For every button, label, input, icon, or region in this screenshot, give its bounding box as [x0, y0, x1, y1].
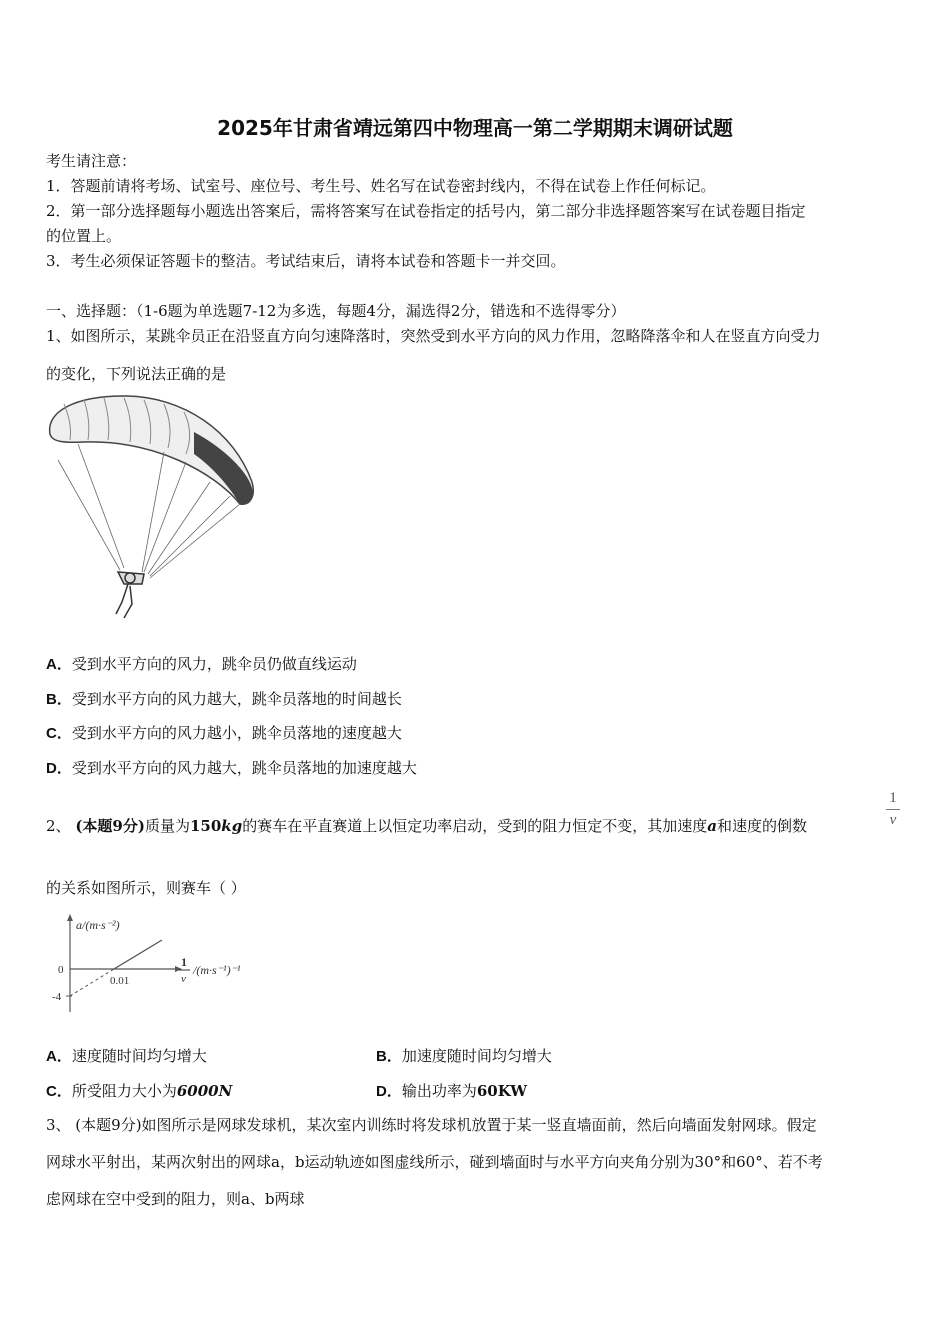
notice-item-2-cont: 的位置上。 — [46, 227, 122, 245]
page-title: 2025年甘肃省靖远第四中物理高一第二学期期末调研试题 — [217, 116, 733, 140]
y-tick-label: -4 — [52, 991, 62, 1003]
x-label-den: v — [181, 973, 186, 985]
a-vs-inverse-v-graph — [44, 912, 274, 1020]
x-tick-label: 0.01 — [110, 975, 130, 987]
y-axis-arrow — [67, 914, 73, 921]
extrapolation-dashed — [70, 969, 114, 996]
q2-option-a: A．速度随时间均匀增大 — [46, 1047, 207, 1065]
notice-item-1: 1．答题前请将考场、试室号、座位号、考生号、姓名写在试卷密封线内，不得在试卷上作任何标记。 — [46, 177, 716, 195]
origin-label: 0 — [58, 964, 64, 976]
q2-stem-line1: 2、 (本题9分)质量为150kg的赛车在平直赛道上以恒定功率启动，受到的阻力恒定不变，其加速度a和速度的倒数 — [46, 817, 807, 835]
q3-stem-line2: 网球水平射出，某两次射出的网球a，b运动轨迹如图虚线所示，碰到墙面时与水平方向夹角分别为30°和60°、若不考 — [46, 1153, 823, 1171]
q1-option-b: B．受到水平方向的风力越大，跳伞员落地的时间越长 — [46, 690, 402, 708]
section-heading: 一、选择题：（1-6题为单选题7-12为多选，每题4分，漏选得2分，错选和不选得零分） — [46, 302, 626, 320]
notice-item-2: 2．第一部分选择题每小题选出答案后，需将答案写在试卷指定的括号内，第二部分非选择题答案写在试卷题目指定 — [46, 202, 806, 220]
notice-item-3: 3．考生必须保证答题卡的整洁。考试结束后，请将本试卷和答题卡一并交回。 — [46, 252, 566, 270]
notice-heading: 考生请注意： — [46, 152, 137, 170]
q3-stem-line1: 3、 (本题9分)如图所示是网球发球机，某次室内训练时将发球机放置于某一竖直墙面前，然后向墙面发射网球。假定 — [46, 1116, 817, 1134]
q1-option-d: D．受到水平方向的风力越大，跳伞员落地的加速度越大 — [46, 759, 417, 777]
q2-option-c: C．所受阻力大小为6000N — [46, 1082, 233, 1100]
paraglider-figure — [44, 392, 259, 622]
x-label-num: 1 — [181, 955, 187, 969]
data-line — [114, 940, 162, 969]
q1-option-a: A．受到水平方向的风力，跳伞员仍做直线运动 — [46, 655, 357, 673]
q2-option-d: D．输出功率为60KW — [376, 1082, 528, 1100]
reciprocal-v-fraction: 1 v — [884, 790, 902, 829]
q1-stem-line1: 1、如图所示，某跳伞员正在沿竖直方向匀速降落时，突然受到水平方向的风力作用，忽略降落伞和人在竖直方向受力 — [46, 327, 821, 345]
y-axis-label: a/(m·s⁻²) — [76, 918, 120, 932]
q1-stem-line2: 的变化，下列说法正确的是 — [46, 365, 227, 383]
x-label-unit: /(m·s⁻¹)⁻¹ — [193, 963, 241, 977]
q2-stem-line2: 的关系如图所示，则赛车（ ） — [46, 879, 246, 897]
q1-option-c: C．受到水平方向的风力越小，跳伞员落地的速度越大 — [46, 724, 402, 742]
q2-option-b: B．加速度随时间均匀增大 — [376, 1047, 552, 1065]
q3-stem-line3: 虑网球在空中受到的阻力，则a、b两球 — [46, 1190, 305, 1208]
skydiver — [116, 572, 144, 618]
